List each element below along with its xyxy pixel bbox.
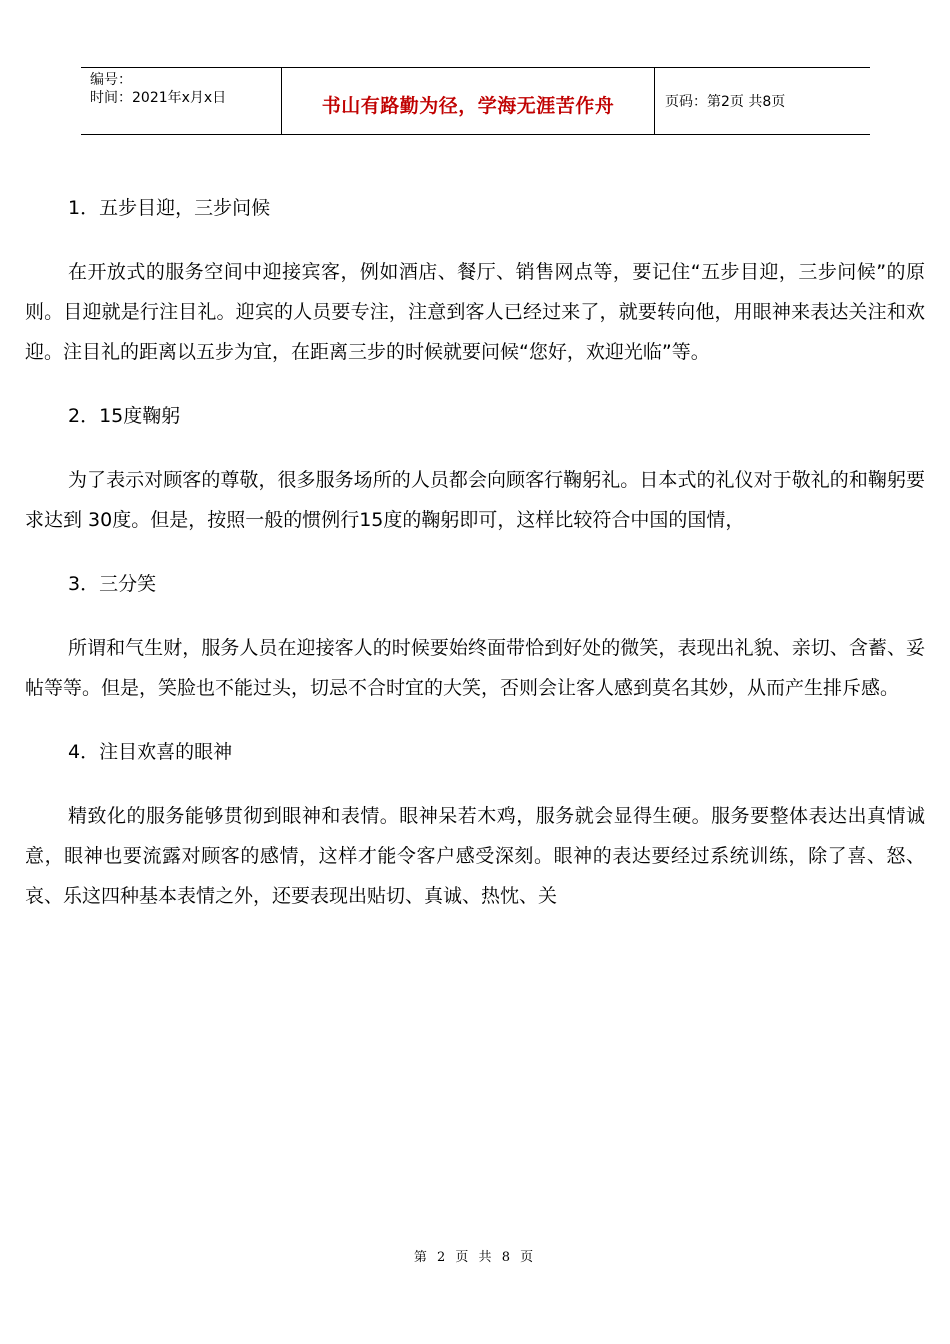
section-heading: 3．三分笑 bbox=[68, 573, 157, 595]
header-page-label: 页码：第2页 共8页 bbox=[665, 94, 786, 110]
section-2 bbox=[25, 396, 925, 540]
page-footer: 第 2 页 共 8 页 bbox=[413, 1250, 537, 1265]
section-1 bbox=[25, 188, 925, 372]
document-body bbox=[25, 188, 925, 940]
header-page-cell bbox=[655, 68, 870, 134]
document-time-label: 时间：2021年x月x日 bbox=[90, 90, 227, 106]
section-paragraph: 为了表示对顾客的尊敬，很多服务场所的人员都会向顾客行鞠躬礼。日本式的礼仪对于敬礼的和鞠躬要求达到 30度。但是，按照一般的惯例行15度的鞠躬即可，这样比较符合中国的国情， bbox=[25, 469, 925, 531]
header-motto-cell bbox=[282, 68, 655, 134]
header-motto: 书山有路勤为径，学海无涯苦作舟 bbox=[321, 94, 615, 117]
section-paragraph: 在开放式的服务空间中迎接宾客，例如酒店、餐厅、销售网点等，要记住“五步目迎，三步问候”的原则。目迎就是行注目礼。迎宾的人员要专注，注意到客人已经过来了，就要转向他，用眼神来表达关注和欢迎。注目礼的距离以五步为宜，在距离三步的时候就要问候“您好，欢迎光临”等。 bbox=[25, 261, 925, 363]
section-paragraph: 精致化的服务能够贯彻到眼神和表情。眼神呆若木鸡，服务就会显得生硬。服务要整体表达出真情诚意，眼神也要流露对顾客的感情，这样才能令客户感受深刻。眼神的表达要经过系统训练，除了喜、怒、哀、乐这四种基本表情之外，还要表现出贴切、真诚、热忱、关 bbox=[25, 805, 925, 907]
section-heading: 1．五步目迎，三步问候 bbox=[68, 197, 271, 219]
section-paragraph: 所谓和气生财，服务人员在迎接客人的时候要始终面带恰到好处的微笑，表现出礼貌、亲切、含蓄、妥帖等等。但是，笑脸也不能过头，切忌不合时宜的大笑，否则会让客人感到莫名其妙，从而产生排斥感。 bbox=[25, 637, 925, 699]
document-number-label: 编号： bbox=[90, 72, 132, 88]
section-heading: 4．注目欢喜的眼神 bbox=[68, 741, 233, 763]
section-heading: 2．15度鞠躬 bbox=[68, 405, 181, 427]
section-3 bbox=[25, 564, 925, 708]
section-4 bbox=[25, 732, 925, 916]
page-header bbox=[81, 67, 870, 135]
header-meta bbox=[81, 68, 282, 134]
